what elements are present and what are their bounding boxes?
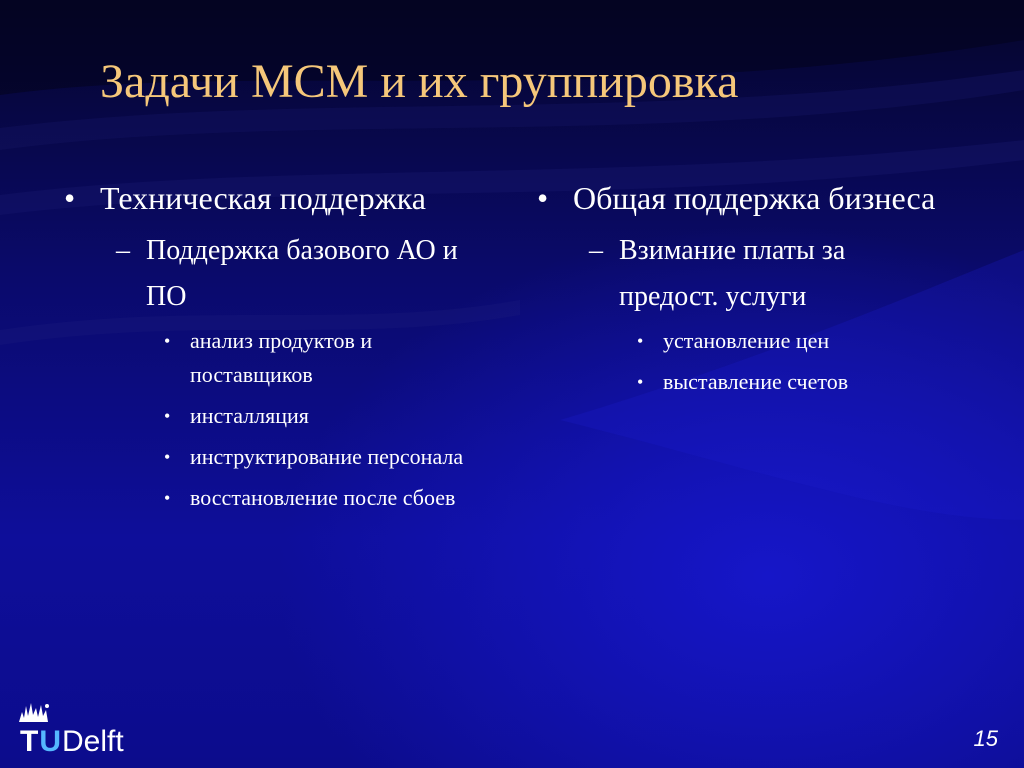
logo-delft: Delft — [62, 725, 124, 758]
list-item-text: анализ продуктов и поставщиков — [190, 328, 373, 387]
list-item — [637, 324, 953, 358]
left-column — [60, 176, 490, 522]
list-item — [164, 399, 480, 433]
list-item-text: восстановление после сбоев — [190, 485, 456, 510]
flame-icon — [18, 700, 50, 724]
bullet-icon: • — [537, 180, 549, 216]
list-item — [637, 365, 953, 399]
right-subheading-item — [589, 228, 949, 320]
left-subheading: Поддержка базового АО и ПО — [146, 235, 458, 312]
left-item-list — [164, 324, 490, 515]
bullet-icon: • — [164, 488, 171, 508]
right-heading: Общая поддержка бизнеса — [573, 180, 936, 216]
right-column — [533, 176, 963, 406]
list-item-text: установление цен — [663, 328, 830, 353]
logo-t: T — [20, 725, 40, 758]
bullet-icon: • — [637, 372, 644, 392]
bullet-icon: • — [64, 180, 76, 216]
dash-icon: – — [589, 235, 603, 266]
bullet-icon: • — [164, 331, 171, 351]
logo-tu — [20, 725, 62, 758]
slide-title: Задачи MCM и их группировка — [100, 55, 739, 108]
bullet-icon: • — [164, 447, 171, 467]
bullet-icon: • — [637, 331, 644, 351]
left-subheading-item — [116, 228, 476, 320]
list-item-text: выставление счетов — [663, 369, 849, 394]
logo-wordmark — [20, 724, 124, 760]
list-item — [164, 440, 480, 474]
list-item — [164, 481, 480, 515]
list-item-text: инструктирование персонала — [190, 444, 464, 469]
logo-u: U — [39, 725, 62, 758]
bullet-icon: • — [164, 406, 171, 426]
right-heading-item — [533, 176, 963, 220]
right-subheading: Взимание платы за предост. услуги — [619, 235, 846, 312]
left-heading: Техническая поддержка — [100, 180, 426, 216]
list-item-text: инсталляция — [190, 403, 309, 428]
right-item-list — [637, 324, 963, 399]
list-item — [164, 324, 480, 392]
page-number: 15 — [973, 726, 998, 751]
tu-delft-logo — [18, 700, 158, 760]
left-heading-item — [60, 176, 490, 220]
dash-icon: – — [116, 235, 130, 266]
